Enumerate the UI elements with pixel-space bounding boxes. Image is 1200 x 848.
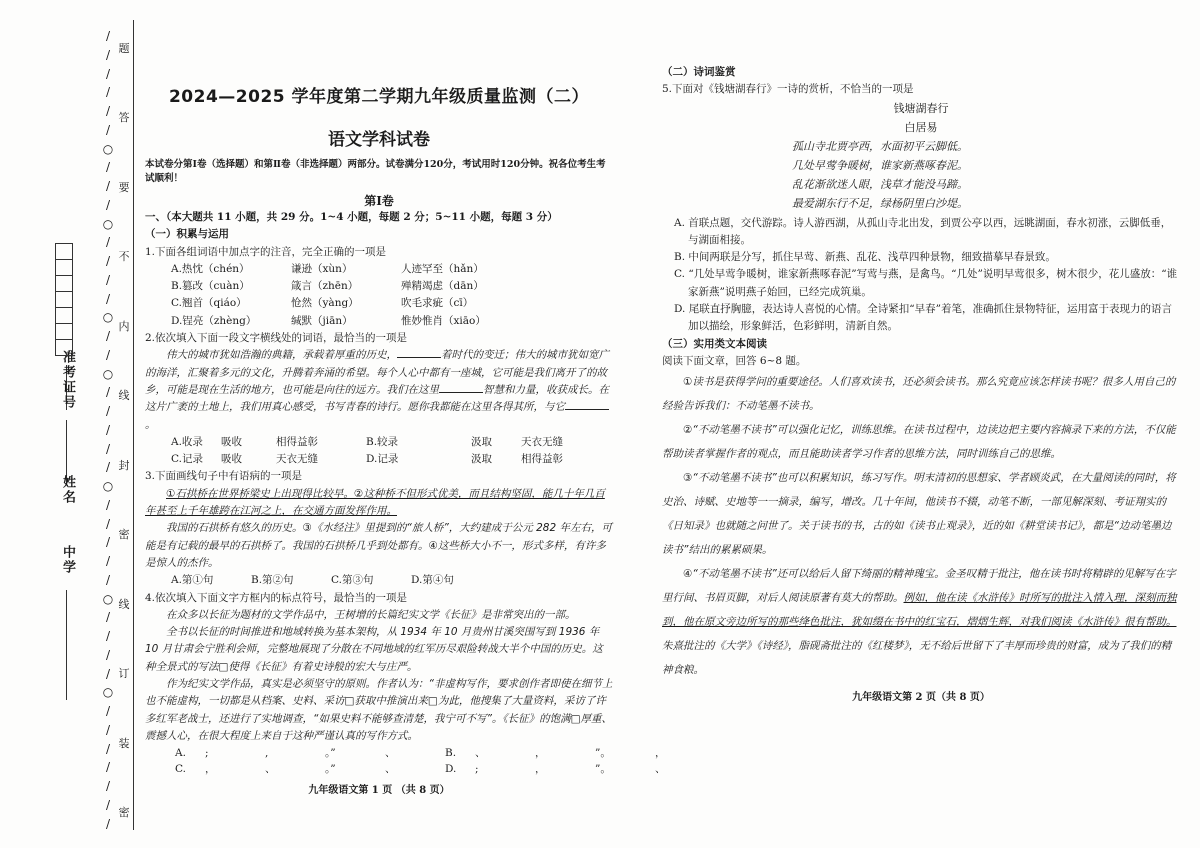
seal-circle: ○: [102, 366, 114, 381]
seal-word: 订: [118, 667, 130, 681]
q1-option: 殚精竭虑（dān）: [401, 280, 484, 293]
seal-circle: ○: [102, 479, 114, 493]
poem-title: 钱塘湖春行: [893, 101, 949, 115]
q3-options: [145, 572, 613, 589]
seal-circle: ○: [102, 685, 114, 700]
name-label: 姓名: [60, 475, 75, 505]
q3-option: B.第②句: [251, 574, 294, 587]
seal-dash: /: [105, 122, 111, 137]
question-3: 3.下面画线句子中有语病的一项是: [145, 470, 303, 483]
left-column: [145, 70, 666, 797]
seal-dash: /: [105, 179, 111, 193]
q2-option: D.记录: [366, 453, 399, 466]
seal-dash: /: [105, 554, 111, 568]
seal-word: 密: [118, 528, 130, 542]
seal-dash: /: [105, 647, 111, 662]
q1-option: 吹毛求疵（cī）: [401, 297, 474, 310]
seal-dash: /: [105, 497, 111, 512]
q1-option: C.翘首（qiáo）: [171, 297, 247, 310]
seal-word: 题: [118, 42, 130, 55]
q2-option: B.较录: [366, 435, 399, 448]
question-1: 1.下面各组词语中加点字的注音，完全正确的一项是: [145, 245, 387, 258]
seal-words: [118, 40, 130, 820]
poem-author: 白居易: [904, 120, 938, 134]
q2-option: 天衣无缝: [521, 435, 563, 448]
seal-dash: /: [105, 741, 111, 756]
q1-option: D.锃亮（zhèng）: [171, 314, 257, 327]
seal-rule: [133, 20, 134, 830]
q2-option: 吸收: [221, 435, 242, 448]
seal-circle: ○: [102, 216, 114, 231]
reading-paragraph-2: ②“不动笔墨不读书”可以强化记忆，训练思维。在读书过程中，边读边把主要内容摘录下来的方法，不仅能帮助读者掌握作者的观点，而且能助读者学习作者的思维方法，同时训练自己的思维。: [662, 424, 1176, 461]
q5-option-b: B. 中间两联是分写，抓住早莺、新燕、乱花、浅草四种景物，细致描摹早春景致。: [674, 251, 1056, 264]
seal-dash: /: [105, 66, 111, 81]
section-poetry: （二）诗词鉴赏: [662, 66, 736, 78]
q1-option: 缄默（jiān）: [291, 314, 353, 327]
q3-option: C.第③句: [331, 574, 374, 587]
seal-dash: /: [105, 329, 111, 343]
q1-options: [145, 261, 613, 330]
q1-option: 惟妙惟肖（xiāo）: [401, 314, 486, 327]
q2-option: C.记录: [171, 453, 203, 466]
seal-dash: /: [105, 422, 111, 437]
question-4: 4.依次填入下面文字方框内的标点符号，最恰当的一项是: [145, 591, 408, 604]
exam-instructions: 本试卷分第Ⅰ卷（选择题）和第Ⅱ卷（非选择题）两部分。试卷满分120分，考试用时120分钟。祝各位考生考试顺利！: [145, 159, 606, 184]
question-5: 5.下面对《钱塘湖春行》一诗的赏析，不恰当的一项是: [662, 83, 914, 96]
q1-option: B.篡改（cuàn）: [171, 280, 250, 293]
seal-dash: /: [105, 666, 111, 681]
q5-option-d: D. 尾联直抒胸臆，表达诗人喜悦的心情。全诗紧扣“早春”着笔，准确抓住景物特征，运用富于表现力的语言加以描绘，形象鲜活，色彩鲜明，清新自然。: [674, 303, 1172, 333]
poem-line: 孤山寺北贾亭西，水面初平云脚低。: [792, 139, 968, 153]
seal-dash: /: [105, 160, 111, 175]
seal-word: 不: [118, 250, 130, 264]
q1-option: 箴言（zhēn）: [291, 280, 359, 293]
q2-options: [145, 434, 613, 469]
seal-dash: /: [105, 441, 111, 456]
seal-dash: /: [105, 197, 111, 212]
q2-option: 天衣无缝: [276, 453, 318, 466]
page-footer-right: 九年级语文第 2 页（共 8 页）: [852, 692, 990, 704]
seal-word: 线: [118, 389, 130, 403]
q4-passage-3: 作为纪实文学作品，真实是必须坚守的原则。作者认为：“非虚构写作，要求创作者即使在细节上也不能虚构，一切都是从档案、史料、采访□获取中推演出来□为此，他搜集了大量资料，采访了许多红军老战士，还进行了实地调查，“如果史料不能够查清楚，我宁可不写”。《长征》的饱满□厚重、震撼人心，在很大程度上来自于这种严谨认真的写作方式。: [145, 678, 613, 742]
seal-dash: /: [105, 760, 111, 775]
seal-word: 线: [118, 597, 130, 611]
section-accumulation: （一）积累与运用: [145, 228, 229, 241]
school-label: 中学: [60, 545, 75, 575]
seal-dash: /: [105, 779, 111, 793]
q1-option: 怆然（yàng）: [291, 297, 359, 310]
seal-dash: /: [105, 235, 111, 250]
q1-option: 人迹罕至（hǎn）: [401, 262, 484, 275]
seal-word: 封: [118, 458, 130, 472]
seal-dash: /: [105, 85, 111, 100]
seal-circle: ○: [102, 141, 114, 156]
seal-dash: /: [105, 404, 111, 418]
exam-id-boxes[interactable]: [55, 243, 73, 355]
seal-word: 装: [118, 736, 130, 750]
right-column: [662, 64, 1180, 703]
question-2: 2.依次填入下面一段文字横线处的词语，最恰当的一项是: [145, 332, 408, 345]
seal-dash: /: [105, 816, 111, 831]
seal-dash: /: [105, 272, 111, 287]
q2-option: 吸收: [221, 453, 242, 466]
seal-dash: /: [105, 516, 111, 531]
q1-option: 谦逊（xùn）: [291, 262, 353, 275]
q3-option: A.第①句: [171, 574, 214, 587]
seal-dash: /: [105, 704, 111, 718]
reading-intro: 阅读下面文章，回答 6~8 题。: [662, 354, 807, 367]
q2-option: 汲取: [471, 435, 492, 448]
poem-line: 最爱湖东行不足，绿杨阴里白沙堤。: [792, 196, 968, 210]
q4-passage-2: 全书以长征的时间推进和地域转换为基本架构，从 1934 年 10 月贵州甘溪突围写到 1936 年 10 月甘肃会宁胜利会师，完整地展现了分散在不同地域的红军历尽艰险转战大半个中国的历史。这种全景式的写法□使得《长征》有着史诗般的宏大与庄严。: [145, 626, 603, 673]
seal-dash: /: [105, 460, 111, 475]
seal-dash: /: [105, 347, 111, 362]
poem-line: 乱花渐欲迷人眼，浅草才能没马蹄。: [792, 177, 968, 191]
seal-circle: ○: [102, 591, 114, 606]
reading-paragraph-1: ①读书是获得学问的重要途径。人们喜欢读书，还必须会读书。那么究竟应该怎样读书呢？很多人用自己的经验告诉我们：不动笔墨不读书。: [662, 376, 1176, 413]
seal-word: 答: [118, 111, 130, 125]
seal-dash: /: [105, 610, 111, 625]
q2-option: 相得益彰: [521, 453, 563, 466]
q5-option-a: A. 首联点题，交代游踪。诗人游西湖，从孤山寺北出发，到贾公亭以西，远眺湖面，春水初涨，云脚低垂，与湖面相接。: [674, 216, 1172, 246]
q3-passage-1: ①石拱桥在世界桥梁史上出现得比较早。②这种桥不但形式优美，而且结构坚固，能几十年几百年甚至上千年雄跨在江河之上，在交通方面发挥作用。: [145, 487, 605, 518]
seal-dash: /: [105, 535, 111, 550]
seal-word: 密: [118, 805, 130, 819]
q2-option: A.收录: [171, 435, 203, 448]
binding-margin: [0, 0, 135, 848]
q1-option: A.热忱（chén）: [171, 262, 250, 275]
seal-dash: /: [105, 722, 111, 737]
seal-dash: /: [105, 29, 111, 43]
q2-passage: 伟大的城市犹如浩瀚的典籍，承载着厚重的历史， 着时代的变迁；伟大的城市犹如宽广的海洋，汇聚着多元的文化，升腾着奔涌的希望。每个人心中都有一座城，它可能是我们离开了的故乡，可能是现在生活的地方，也可能是向往的远方。我们在这里 智慧和力量，收获成长。在这片广袤的土地上，我们用真心感受，书写青春的诗行。愿你我都能在这里各得其所，与它。: [145, 349, 609, 431]
poem-line: 几处早莺争暖树，谁家新燕啄春泥。: [792, 158, 968, 172]
seal-word: 内: [118, 319, 130, 333]
seal-word: 要: [118, 180, 130, 194]
reading-paragraph-3: ③“不动笔墨不读书”也可以积累知识，练习写作。明末清初的思想家、学者顾炎武，在大量阅读的同时，将史治、诗赋、史地等一一摘录，编写，增改。几十年间，他读书不辍，动笔不断，一部见解深刻、考证翔实的《日知录》也就随之问世了。关于读书的书，古的如《读书止观录》，近的如《耕堂读书记》，都是“边动笔墨边读书”结出的累累硕果。: [662, 472, 1176, 557]
seal-dashes: [100, 30, 116, 830]
q4-passage-1: 在众多以长征为题材的文学作品中，王树增的长篇纪实文学《长征》是非常突出的一部。: [166, 608, 576, 621]
seal-dash: /: [105, 104, 111, 118]
part-one-heading: 一、（本大题共 11 小题，共 29 分。1~4 小题，每题 2 分；5~11 小题，每题 3 分）: [145, 211, 558, 223]
seal-dash: /: [105, 629, 111, 643]
underlined-sentence: 例如，他在读《水浒传》时所写的批注入情入理，深刻而独到，他在原文旁边所写的那些绛色批注，犹如缀在书中的红宝石，熠熠生辉，对我们阅读《水浒传》很有帮助。: [662, 592, 1177, 629]
q3-option: D.第④句: [411, 574, 454, 587]
q2-option: 汲取: [471, 453, 492, 466]
exam-title: 2024—2025 学年度第二学期九年级质量监测（二）: [168, 87, 590, 107]
q3-passage-2: 我国的石拱桥有悠久的历史。③《水经注》里提到的“旅人桥”，大约建成于公元 282 年左右，可能是有记载的最早的石拱桥了。我国的石拱桥几乎到处都有。④这些桥大小不一，形式多样，有许多是惊人的杰作。: [145, 522, 613, 569]
q5-option-c: C. “几处早莺争暖树，谁家新燕啄春泥”写莺与燕，是禽鸟。“几处”说明早莺很多，树木很少，花儿盛放：“谁家新燕”说明燕子始回，已经完成筑巢。: [674, 268, 1178, 298]
q2-option: 相得益彰: [276, 435, 318, 448]
seal-dash: /: [105, 291, 111, 306]
q4-options: A. ; , 。” 、 B. 、 ， ”。 ， C. ， 、 。” 、 D. ; ， ”。 、: [175, 747, 666, 776]
seal-dash: /: [105, 385, 111, 400]
section-reading: （三）实用类文本阅读: [662, 337, 767, 350]
volume-heading: 第Ⅰ卷: [364, 194, 394, 208]
seal-dash: /: [105, 572, 111, 587]
subject-title: 语文学科试卷: [328, 130, 430, 150]
exam-id-label: 准考证号: [60, 350, 75, 410]
seal-circle: ○: [102, 310, 114, 325]
seal-dash: /: [105, 254, 111, 268]
reading-paragraph-4: ④“不动笔墨不读书”还可以给后人留下绮丽的精神瑰宝。金圣叹精于批注，他在读书时将精辟的见解写在字里行间、书眉页脚，对后人阅读原著有莫大的帮助。例如，他在读《水浒传》时所写的批注入情入理，深刻而独到，他在原文旁边所写的那些绛色批注，犹如缀在书中的红宝石，熠熠生辉，对我们阅读《水浒传》很有帮助。朱熹批注的《大学》《诗经》，脂砚斋批注的《红楼梦》，无不给后世留下了丰厚而珍贵的财富，成为了我们的精神食粮。: [662, 568, 1177, 677]
page-footer-left: 九年级语文第 1 页 （共 8 页）: [308, 785, 450, 797]
school-line: [66, 590, 67, 700]
seal-dash: /: [105, 47, 111, 62]
seal-dash: /: [105, 797, 111, 812]
